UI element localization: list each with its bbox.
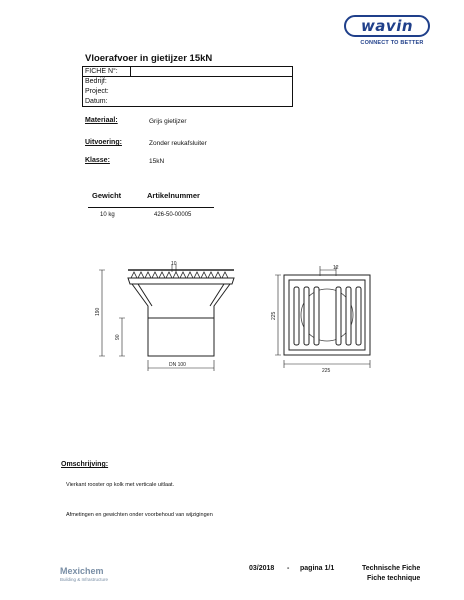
execution-value: Zonder reukafsluiter (149, 140, 207, 147)
side-view-grate-teeth (131, 272, 228, 278)
wavin-tagline: CONNECT TO BETTER (360, 40, 424, 46)
wavin-logo-word: wavin (360, 16, 414, 35)
article-number-cell: 426-50-00005 (154, 212, 192, 218)
side-dim-bottom: DN 100 (169, 362, 186, 368)
material-label: Materiaal: (85, 117, 118, 124)
side-view (99, 264, 234, 371)
top-dim-width: 225 (322, 368, 331, 374)
weight-cell: 10 kg (100, 212, 115, 218)
class-label: Klasse: (85, 157, 110, 164)
footer-doc-nl: Technische Fiche (362, 565, 421, 572)
footer-doc-fr: Fiche technique (367, 575, 421, 582)
fiche-label-number: FICHE N°: (83, 67, 131, 77)
disclaimer-note: Afmetingen en gewichten onder voorbehoud van wijzigingen (66, 512, 213, 518)
mexichem-logo-sub: Building & Infrastructure (60, 577, 109, 582)
top-view (275, 266, 370, 368)
fiche-box (82, 66, 293, 107)
mexichem-logo (60, 566, 108, 582)
document-title: Vloerafvoer in gietijzer 15kN (85, 53, 213, 64)
description-label: Omschrijving: (61, 461, 109, 468)
mexichem-logo-word: Mexichem (60, 566, 104, 576)
description-text: Vierkant rooster op kolk met verticale uitlaat. (66, 482, 175, 488)
fiche-label-date: Datum: (85, 98, 108, 105)
class-value: 15kN (149, 158, 165, 165)
footer-dash: - (287, 565, 290, 572)
fiche-label-project: Project: (85, 88, 109, 95)
technical-drawing (0, 250, 464, 380)
footer-page: pagina 1/1 (300, 565, 335, 572)
execution-label: Uitvoering: (85, 139, 122, 146)
top-view-slots (294, 287, 361, 345)
material-value: Grijs gietijzer (149, 118, 187, 125)
table-divider (88, 207, 214, 208)
side-dim-lower: 90 (115, 334, 121, 340)
side-dim-top: 10 (171, 261, 177, 267)
fiche-label-company: Bedrijf: (85, 78, 107, 85)
footer-date: 03/2018 (249, 565, 275, 572)
top-dim-slot: 12 (333, 265, 339, 271)
side-dim-total: 190 (95, 307, 101, 316)
wavin-logo (344, 15, 430, 37)
fiche-divider (131, 76, 293, 77)
article-number-header: Artikelnummer (147, 191, 200, 200)
weight-header: Gewicht (92, 191, 122, 200)
top-dim-height: 225 (271, 311, 277, 320)
